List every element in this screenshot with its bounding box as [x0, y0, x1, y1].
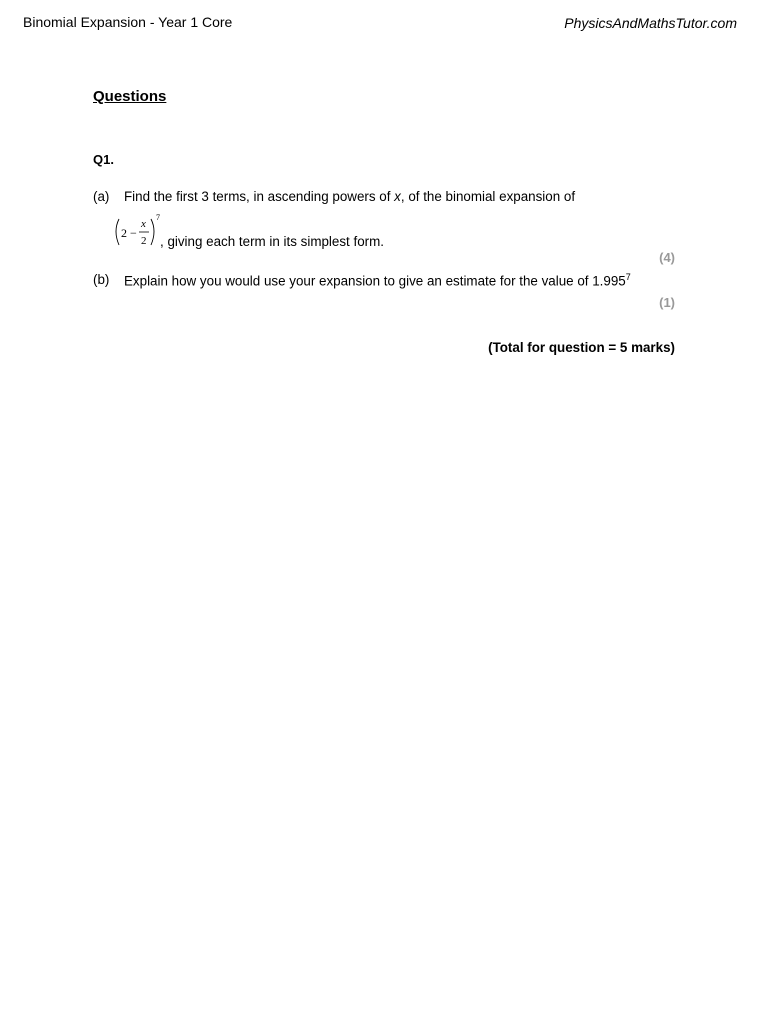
expr-power: 7 [156, 213, 160, 222]
part-a-label: (a) [93, 189, 110, 204]
page-title: Questions [93, 88, 167, 105]
question-total: (Total for question = 5 marks) [488, 340, 675, 355]
expr-operator: − [130, 226, 137, 240]
part-a-text: Find the first 3 terms, in ascending powers of x, of the binomial expansion of [124, 189, 576, 204]
part-a-marks: (4) [659, 250, 675, 265]
part-a-variable: x [394, 189, 401, 204]
part-b-power: 7 [625, 272, 631, 282]
header-left-title: Binomial Expansion - Year 1 Core [23, 14, 233, 30]
part-b-text: Explain how you would use your expansion to give an estimate for the value of 1.995$^7$ [124, 272, 631, 289]
binomial-expression [112, 212, 164, 250]
question-number: Q1. [93, 152, 114, 167]
part-b-marks: (1) [659, 295, 675, 310]
part-a-tail: , giving each term in its simplest form. [160, 234, 384, 249]
expr-numerator: x [141, 218, 146, 230]
expr-constant: 2 [121, 226, 127, 240]
header-right-site: PhysicsAndMathsTutor.com [564, 15, 737, 31]
part-b-label: (b) [93, 272, 110, 287]
expr-denominator: 2 [141, 235, 147, 247]
